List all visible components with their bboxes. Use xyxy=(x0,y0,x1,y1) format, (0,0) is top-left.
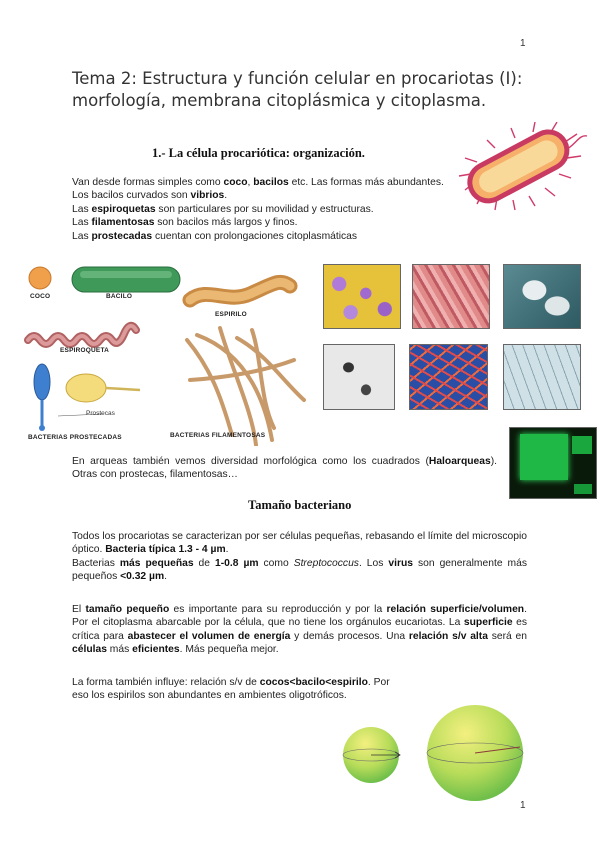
micrograph-filaments xyxy=(409,344,488,410)
page-number-bottom: 1 xyxy=(520,800,526,811)
page-title xyxy=(72,68,552,112)
micrograph-cocci xyxy=(323,264,401,329)
text-filamentosas-line: Las filamentosas son bacilos más largos y finos. xyxy=(72,217,298,229)
label-prostecas: Prostecas xyxy=(86,410,115,417)
paragraph-superficie-volumen: El tamaño pequeño es importante para su reproducción y por la relación superficie/volumen. Por el citoplasma abarcable por la célula, que no tiene los orgánulos eucariotas. La superficie es crítica para abastecer el volumen de energía y demás procesos. Una relación s/v alta será en células más eficientes. Más pequeña mejor. xyxy=(72,604,528,656)
label-bacterias-prostecadas: BACTERIAS PROSTECADAS xyxy=(28,434,122,441)
label-bacilo: BACILO xyxy=(106,293,133,300)
bacillus-illustration xyxy=(455,122,590,212)
text-espiroquetas-line: Las espiroquetas son particulares por su movilidad y estructuras. xyxy=(72,203,374,215)
text-formas-line: Van desde formas simples como coco, bacilos etc. Las formas más abundantes. Los bacilos curvados son vibrios. xyxy=(72,177,444,202)
micrograph-spirilla xyxy=(503,264,581,329)
micrograph-spirochetes xyxy=(503,344,581,410)
bacilo-shape xyxy=(72,267,180,292)
section-heading-organizacion: 1.- La célula procariótica: organización. xyxy=(152,146,365,160)
label-bacterias-filamentosas: BACTERIAS FILAMENTOSAS xyxy=(170,432,266,439)
micrograph-prosthecate xyxy=(323,344,395,410)
paragraph-formas xyxy=(72,176,452,243)
coco-shape xyxy=(29,267,51,289)
paragraph-forma-influye: La forma también influye: relación s/v de cocos<bacilo<espirilo. Por eso los espirilos son abundantes en ambientes oligotróficos. xyxy=(72,677,390,702)
prostecada-yellow-shape xyxy=(66,374,106,402)
micrograph-bacilli xyxy=(412,264,490,329)
prostecada-blue-shape xyxy=(34,364,50,400)
paragraph-arqueas: En arqueas también vemos diversidad morfológica como los cuadrados (Haloarqueas). Otras con prostecas, filamentosas… xyxy=(72,456,497,481)
title-line-2: morfología, membrana citoplásmica y citoplasma. xyxy=(72,91,487,110)
title-line-1: Tema 2: Estructura y función celular en procariotas (I): xyxy=(72,69,523,88)
micrograph-haloarchaea xyxy=(509,427,597,499)
label-espirilo: ESPIRILO xyxy=(215,311,247,318)
label-coco: COCO xyxy=(30,293,51,300)
paragraph-tamano-tipico: Todos los procariotas se caracterizan por ser células pequeñas, rebasando el límite del microscopio óptico. Bacteria típica 1.3 - 4 µm. Bacterias más pequeñas de 1-0.8 µm como Streptococcus. Los virus son generalmente más pequeños <0.32 µm. xyxy=(72,531,528,583)
section-heading-tamano: Tamaño bacteriano xyxy=(248,498,352,512)
text-prostecadas-line: Las prostecadas cuentan con prolongaciones citoplasmáticas xyxy=(72,230,358,242)
filamentosas-shape xyxy=(187,328,304,445)
label-espiroqueta: ESPIROQUETA xyxy=(60,347,110,354)
page-number-top: 1 xyxy=(520,38,526,49)
spheres-illustration xyxy=(335,695,525,825)
